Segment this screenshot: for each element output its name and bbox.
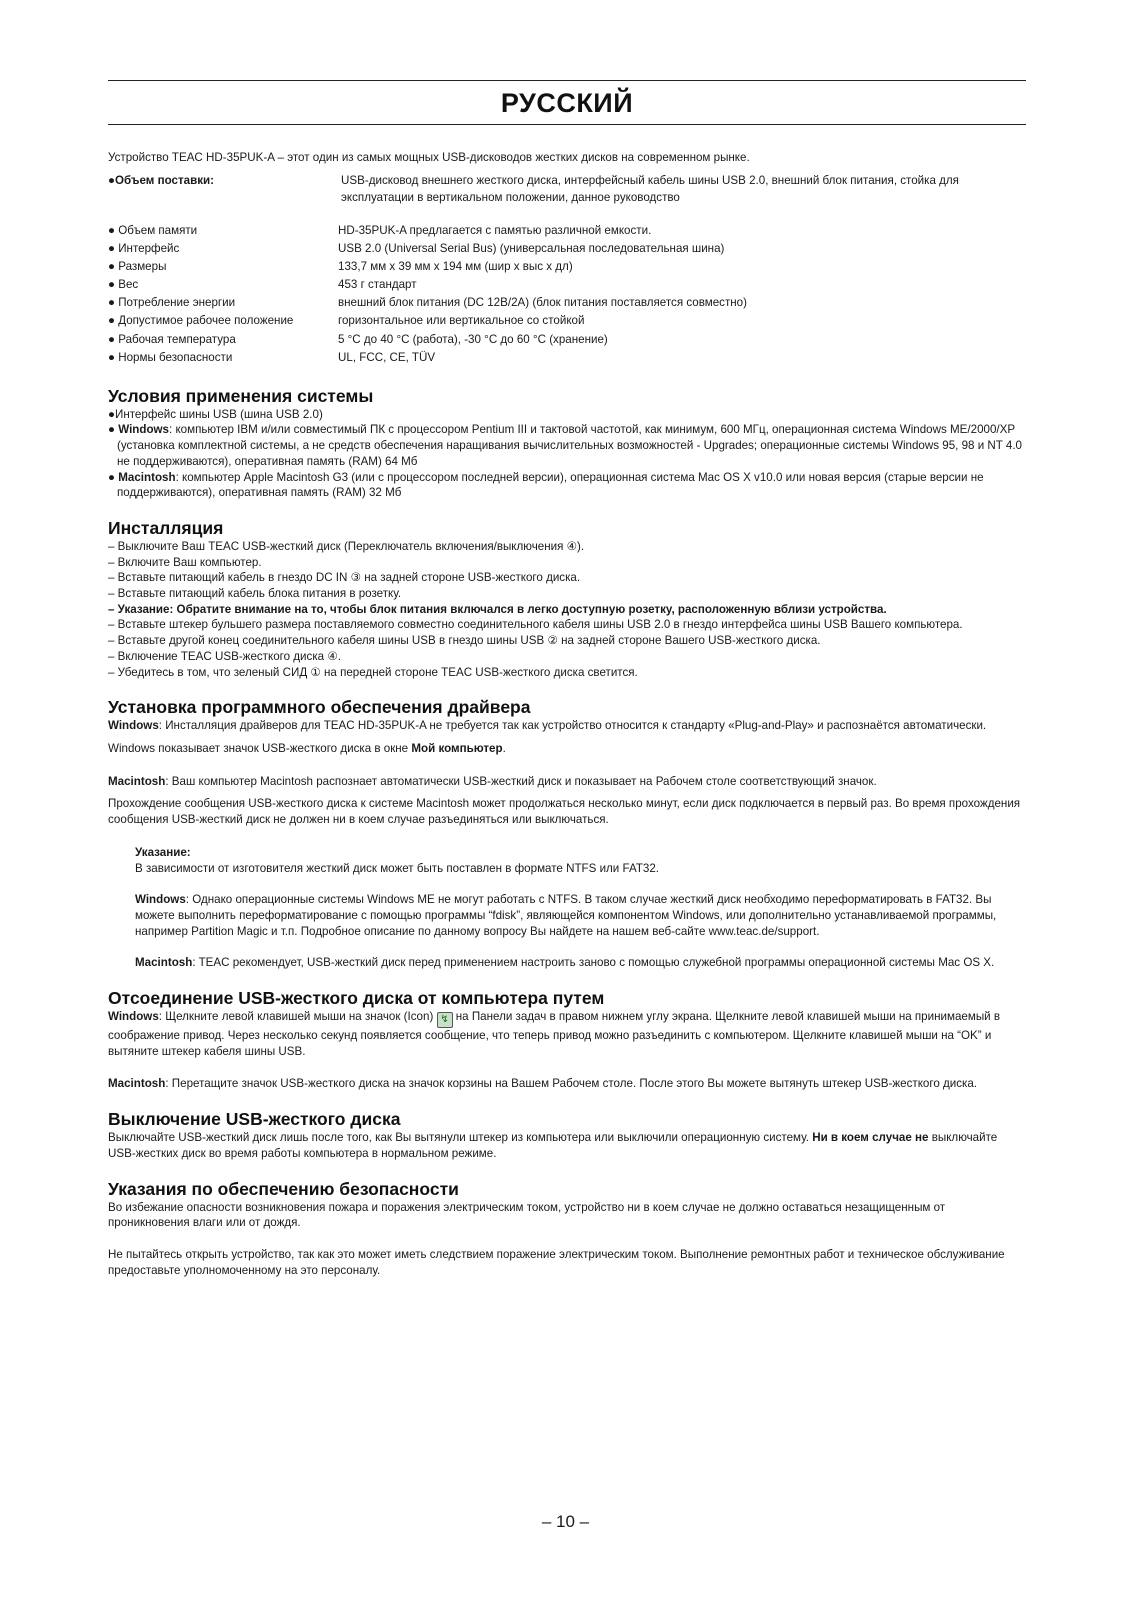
- driver-windows: [108, 718, 1026, 734]
- poweroff-text: [108, 1130, 1026, 1161]
- macintosh-label: Macintosh: [135, 956, 193, 970]
- package-contents: [108, 173, 1026, 206]
- driver-section: [108, 696, 1026, 971]
- spec-value: 5 °C до 40 °C (работа), -30 °C до 60 °C (хранение): [338, 332, 608, 346]
- spec-value: 453 г стандарт: [338, 278, 417, 292]
- spec-value: USB 2.0 (Universal Serial Bus) (универсальная последовательная шина): [338, 242, 725, 256]
- period: .: [502, 742, 506, 755]
- note-macintosh-text: : TEAC рекомендует, USB-жесткий диск перед применением настроить заново с помощью служебной программы операционной системы Mac OS X.: [192, 956, 995, 970]
- poweroff-warning: Ни в коем случае не: [812, 1131, 929, 1145]
- page-title: РУССКИЙ: [500, 88, 634, 118]
- windows-label: Windows: [108, 719, 159, 733]
- driver-note-block: [135, 845, 1026, 971]
- spec-row: [108, 349, 1026, 367]
- spec-row: [108, 312, 1026, 330]
- spec-value: HD-35PUK-A предлагается с памятью различной емкости.: [338, 224, 652, 237]
- windows-label: Windows: [108, 1010, 159, 1024]
- install-step: – Вставьте питающий кабель в гнездо DC IN ③ на задней стороне USB-жесткого диска.: [108, 571, 581, 585]
- macintosh-label: ● Macintosh: [108, 470, 176, 484]
- installation-section: [108, 517, 1026, 680]
- spec-label: ● Объем памяти: [108, 224, 198, 237]
- my-computer-label: Мой компьютер: [411, 742, 503, 755]
- spec-label: ● Интерфейс: [108, 242, 180, 256]
- driver-macintosh: [108, 774, 1026, 790]
- package-value: USB-дисковод внешнего жесткого диска, интерфейсный кабель шины USB 2.0, внешний блок питания, стойка для эксплуатации в вертикальном положении, данное руководство: [341, 174, 959, 204]
- section-heading: Отсоединение USB-жесткого диска от компьютера путем: [108, 988, 605, 1009]
- spec-value: UL, FCC, CE, TÜV: [338, 350, 436, 364]
- driver-windows-show-text: Windows показывает значок USB-жесткого диска в окне: [108, 742, 412, 755]
- section-heading: Выключение USB-жесткого диска: [108, 1109, 401, 1130]
- windows-label: Windows: [135, 893, 186, 907]
- spec-label: ● Потребление энергии: [108, 296, 236, 310]
- disconnect-macintosh: [108, 1076, 1026, 1092]
- poweroff-text-a: Выключайте USB-жесткий диск лишь после того, как Вы вытянули штекер из компьютера или выключили операционную систему.: [108, 1131, 813, 1145]
- disconnect-macintosh-text: : Перетащите значок USB-жесткого диска на значок корзины на Вашем Рабочем столе. После этого Вы можете вытянуть штекер USB-жесткого диска.: [165, 1077, 978, 1091]
- title-rule: [108, 124, 1026, 125]
- safety-section: [108, 1178, 1026, 1279]
- spec-label: ● Рабочая температура: [108, 332, 236, 346]
- spec-label: ● Размеры: [108, 260, 167, 274]
- driver-windows-show: [108, 741, 1026, 757]
- system-requirements-section: [108, 385, 1026, 501]
- document-page: [108, 80, 1026, 1278]
- windows-label: ● Windows: [108, 423, 169, 437]
- spec-row: [108, 222, 1026, 240]
- section-heading: Установка программного обеспечения драйвера: [108, 697, 531, 718]
- spec-list: [108, 222, 1026, 367]
- safely-remove-hardware-icon: ↯: [437, 1012, 453, 1028]
- safety-paragraph: Не пытайтесь открыть устройство, так как это может иметь следствием поражение электрическим током. Выполнение ремонтных работ и техническое обслуживание предоставьте уполномоченному на это персоналу.: [108, 1247, 1005, 1277]
- spec-label: ● Вес: [108, 278, 139, 292]
- spec-label: ● Нормы безопасности: [108, 350, 233, 364]
- spec-value: 133,7 мм x 39 мм x 194 мм (шир x выс x дл): [338, 260, 573, 274]
- install-step: – Включите Ваш компьютер.: [108, 555, 262, 569]
- driver-windows-text: : Инсталляция драйверов для TEAC HD-35PUK-A не требуется так как устройство относится к стандарту «Plug-and-Play» и распознаётся автоматически.: [158, 719, 987, 733]
- install-step: – Вставьте питающий кабель блока питания в розетку.: [108, 587, 402, 601]
- disconnect-windows: [108, 1009, 1026, 1059]
- page-number: – 10 –: [541, 1512, 590, 1531]
- macintosh-text: : компьютер Apple Macintosh G3 (или с процессором последней версии), операционная система Mac OS X v10.0 или новая версия (старые версии не поддерживаются), оперативная память (RAM) 32 Мб: [117, 470, 984, 500]
- install-note: – Указание: Обратите внимание на то, чтобы блок питания включался в легко доступную розетку, расположенную вблизи устройства.: [108, 602, 887, 616]
- disconnect-section: [108, 987, 1026, 1092]
- note-windows: [135, 892, 1026, 939]
- driver-macintosh-note: Прохождение сообщения USB-жесткого диска к системе Macintosh может продолжаться несколько минут, если диск подключается в первый раз. Во время прохождения сообщения USB-жесткий диск не должен ни в коем случае разъединяться или выключаться.: [108, 797, 1021, 827]
- section-heading: Указания по обеспечению безопасности: [108, 1178, 459, 1199]
- install-step: – Вставьте другой конец соединительного кабеля шины USB в гнездо шины USB ② на задней стороне Вашего USB-жесткого диска.: [108, 634, 821, 648]
- poweroff-text-b: выключайте USB-жестких диск во время работы компьютера в нормальном режиме.: [108, 1131, 998, 1160]
- note-heading: Указание:: [135, 845, 191, 859]
- spec-row: [108, 331, 1026, 349]
- disconnect-windows-text: : Щелкните левой клавишей мыши на значок (Icon): [158, 1010, 437, 1024]
- windows-text: : компьютер IBM и/или совместимый ПК с процессором Pentium III и тактовой частотой, как минимум, 600 МГц, операционная система Windows ME/2000/XP (установка комплектной системы, а не средств обеспечения наращивания вычислительных возможностей - Upgrades; операционные системы Windows 95, 98 и NT 4.0 не поддерживаются), оперативная память (RAM) 64 Мб: [117, 423, 1023, 468]
- spec-value: горизонтальное или вертикальное со стойкой: [338, 314, 585, 328]
- spec-value: внешний блок питания (DC 12В/2А) (блок питания поставляется совместно): [338, 296, 747, 310]
- intro-text: Устройство TEAC HD-35PUK-A – этот один из самых мощных USB-дисководов жестких дисков на современном рынке.: [108, 151, 750, 164]
- section-heading: Инсталляция: [108, 517, 224, 538]
- requirement-windows: [108, 422, 1026, 469]
- install-step: – Вставьте штекер бульшего размера поставляемого совместно соединительного кабеля шины USB 2.0 в гнездо интерфейса шины USB Вашего компьютера.: [108, 618, 963, 632]
- note-macintosh: [135, 955, 1026, 971]
- macintosh-label: Macintosh: [108, 774, 166, 788]
- install-step: – Выключите Ваш TEAC USB-жесткий диск (Переключатель включения/выключения ④).: [108, 539, 585, 553]
- section-heading: Условия применения системы: [108, 385, 374, 406]
- install-step: – Убедитесь в том, что зеленый СИД ① на передней стороне TEAC USB-жесткого диска светится.: [108, 665, 638, 679]
- spec-row: [108, 276, 1026, 294]
- note-windows-text: : Однако операционные системы Windows ME не могут работать с NTFS. В таком случае жесткий диск необходимо переформатировать в FAT32. Вы можете выполнить переформатирование с помощью программы “fdisk”, являющейся компонентом Windows, или дополнительно устанавливаемой программы, например Partition Magic и т.п. Подробное описание по данному вопросу Вы найдете на нашем веб-сайте www.teac.de/support.: [135, 893, 997, 938]
- install-step: – Включение TEAC USB-жесткого диска ④.: [108, 649, 341, 663]
- disconnect-windows-text-2: на Панели задач в правом нижнем углу экрана. Щелкните левой клавишей мыши на принимаемый в соображение привод. Через несколько секунд появляется сообщение, что теперь привод можно разъединить с компьютером. Щелкните клавишей мыши на “OK” и вытяните штекер кабеля шины USB.: [108, 1010, 1001, 1058]
- safety-paragraph: Во избежание опасности возникновения пожара и поражения электрическим током, устройство ни в коем случае не должно оставаться незащищенным от проникновения влаги или от дождя.: [108, 1200, 946, 1230]
- poweroff-section: [108, 1108, 1026, 1161]
- spec-row: [108, 294, 1026, 312]
- spec-label: ● Допустимое рабочее положение: [108, 314, 294, 328]
- requirement-macintosh: [108, 470, 1026, 501]
- macintosh-label: Macintosh: [108, 1077, 166, 1091]
- requirement-usb: ●Интерфейс шины USB (шина USB 2.0): [108, 407, 323, 421]
- spec-row: [108, 258, 1026, 276]
- note-text: В зависимости от изготовителя жесткий диск может быть поставлен в формате NTFS или FAT32.: [135, 861, 660, 875]
- driver-macintosh-text: : Ваш компьютер Macintosh распознает автоматически USB-жесткий диск и показывает на Рабочем столе соответствующий значок.: [165, 774, 877, 788]
- package-label: ●Объем поставки:: [108, 174, 214, 187]
- spec-row: [108, 240, 1026, 258]
